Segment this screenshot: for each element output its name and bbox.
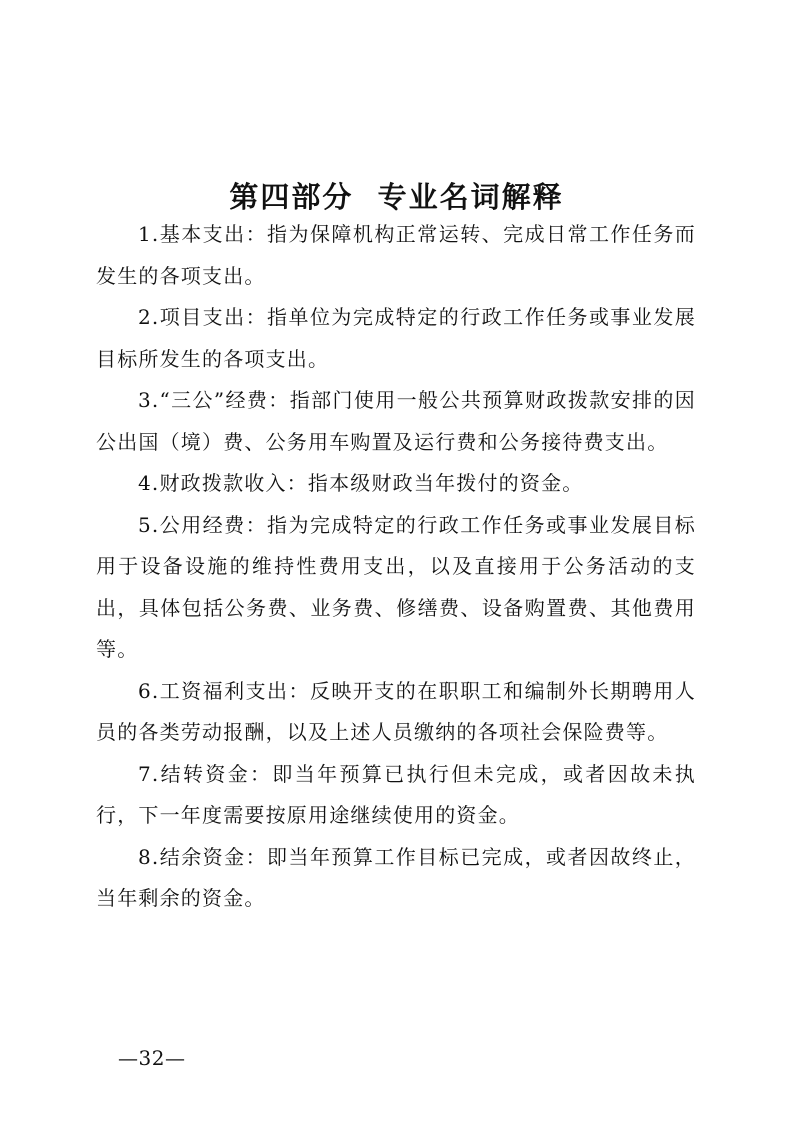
definition-basic-expenditure: 1.基本支出：指为保障机构正常运转、完成日常工作任务而发生的各项支出。 bbox=[96, 222, 696, 288]
definition-wage-welfare-expenditure: 6.工资福利支出：反映开支的在职职工和编制外长期聘用人员的各类劳动报酬，以及上述人员缴纳的各项社会保险费等。 bbox=[96, 678, 696, 744]
definition-fiscal-appropriation-income: 4.财政拨款收入：指本级财政当年拨付的资金。 bbox=[138, 471, 584, 495]
definition-public-funds: 5.公用经费：指为完成特定的行政工作任务或事业发展目标用于设备设施的维持性费用支出，以及直接用于公务活动的支出，具体包括公务费、业务费、修缮费、设备购置费、其他费用等。 bbox=[96, 512, 696, 661]
definitions-list bbox=[96, 214, 696, 920]
definition-project-expenditure: 2.项目支出：指单位为完成特定的行政工作任务或事业发展目标所发生的各项支出。 bbox=[96, 305, 696, 371]
page-title: 第四部分 专业名词解释 bbox=[229, 180, 564, 215]
definition-carryover-funds: 7.结转资金：即当年预算已执行但未完成，或者因故未执行，下一年度需要按原用途继续使用的资金。 bbox=[96, 761, 696, 827]
definition-surplus-funds: 8.结余资金：即当年预算工作目标已完成，或者因故终止，当年剩余的资金。 bbox=[96, 844, 696, 910]
page-number: —32— bbox=[118, 1046, 186, 1070]
definition-three-public-expenses: 3.“三公”经费：指部门使用一般公共预算财政拨款安排的因公出国（境）费、公务用车购置及运行费和公务接待费支出。 bbox=[96, 388, 696, 454]
